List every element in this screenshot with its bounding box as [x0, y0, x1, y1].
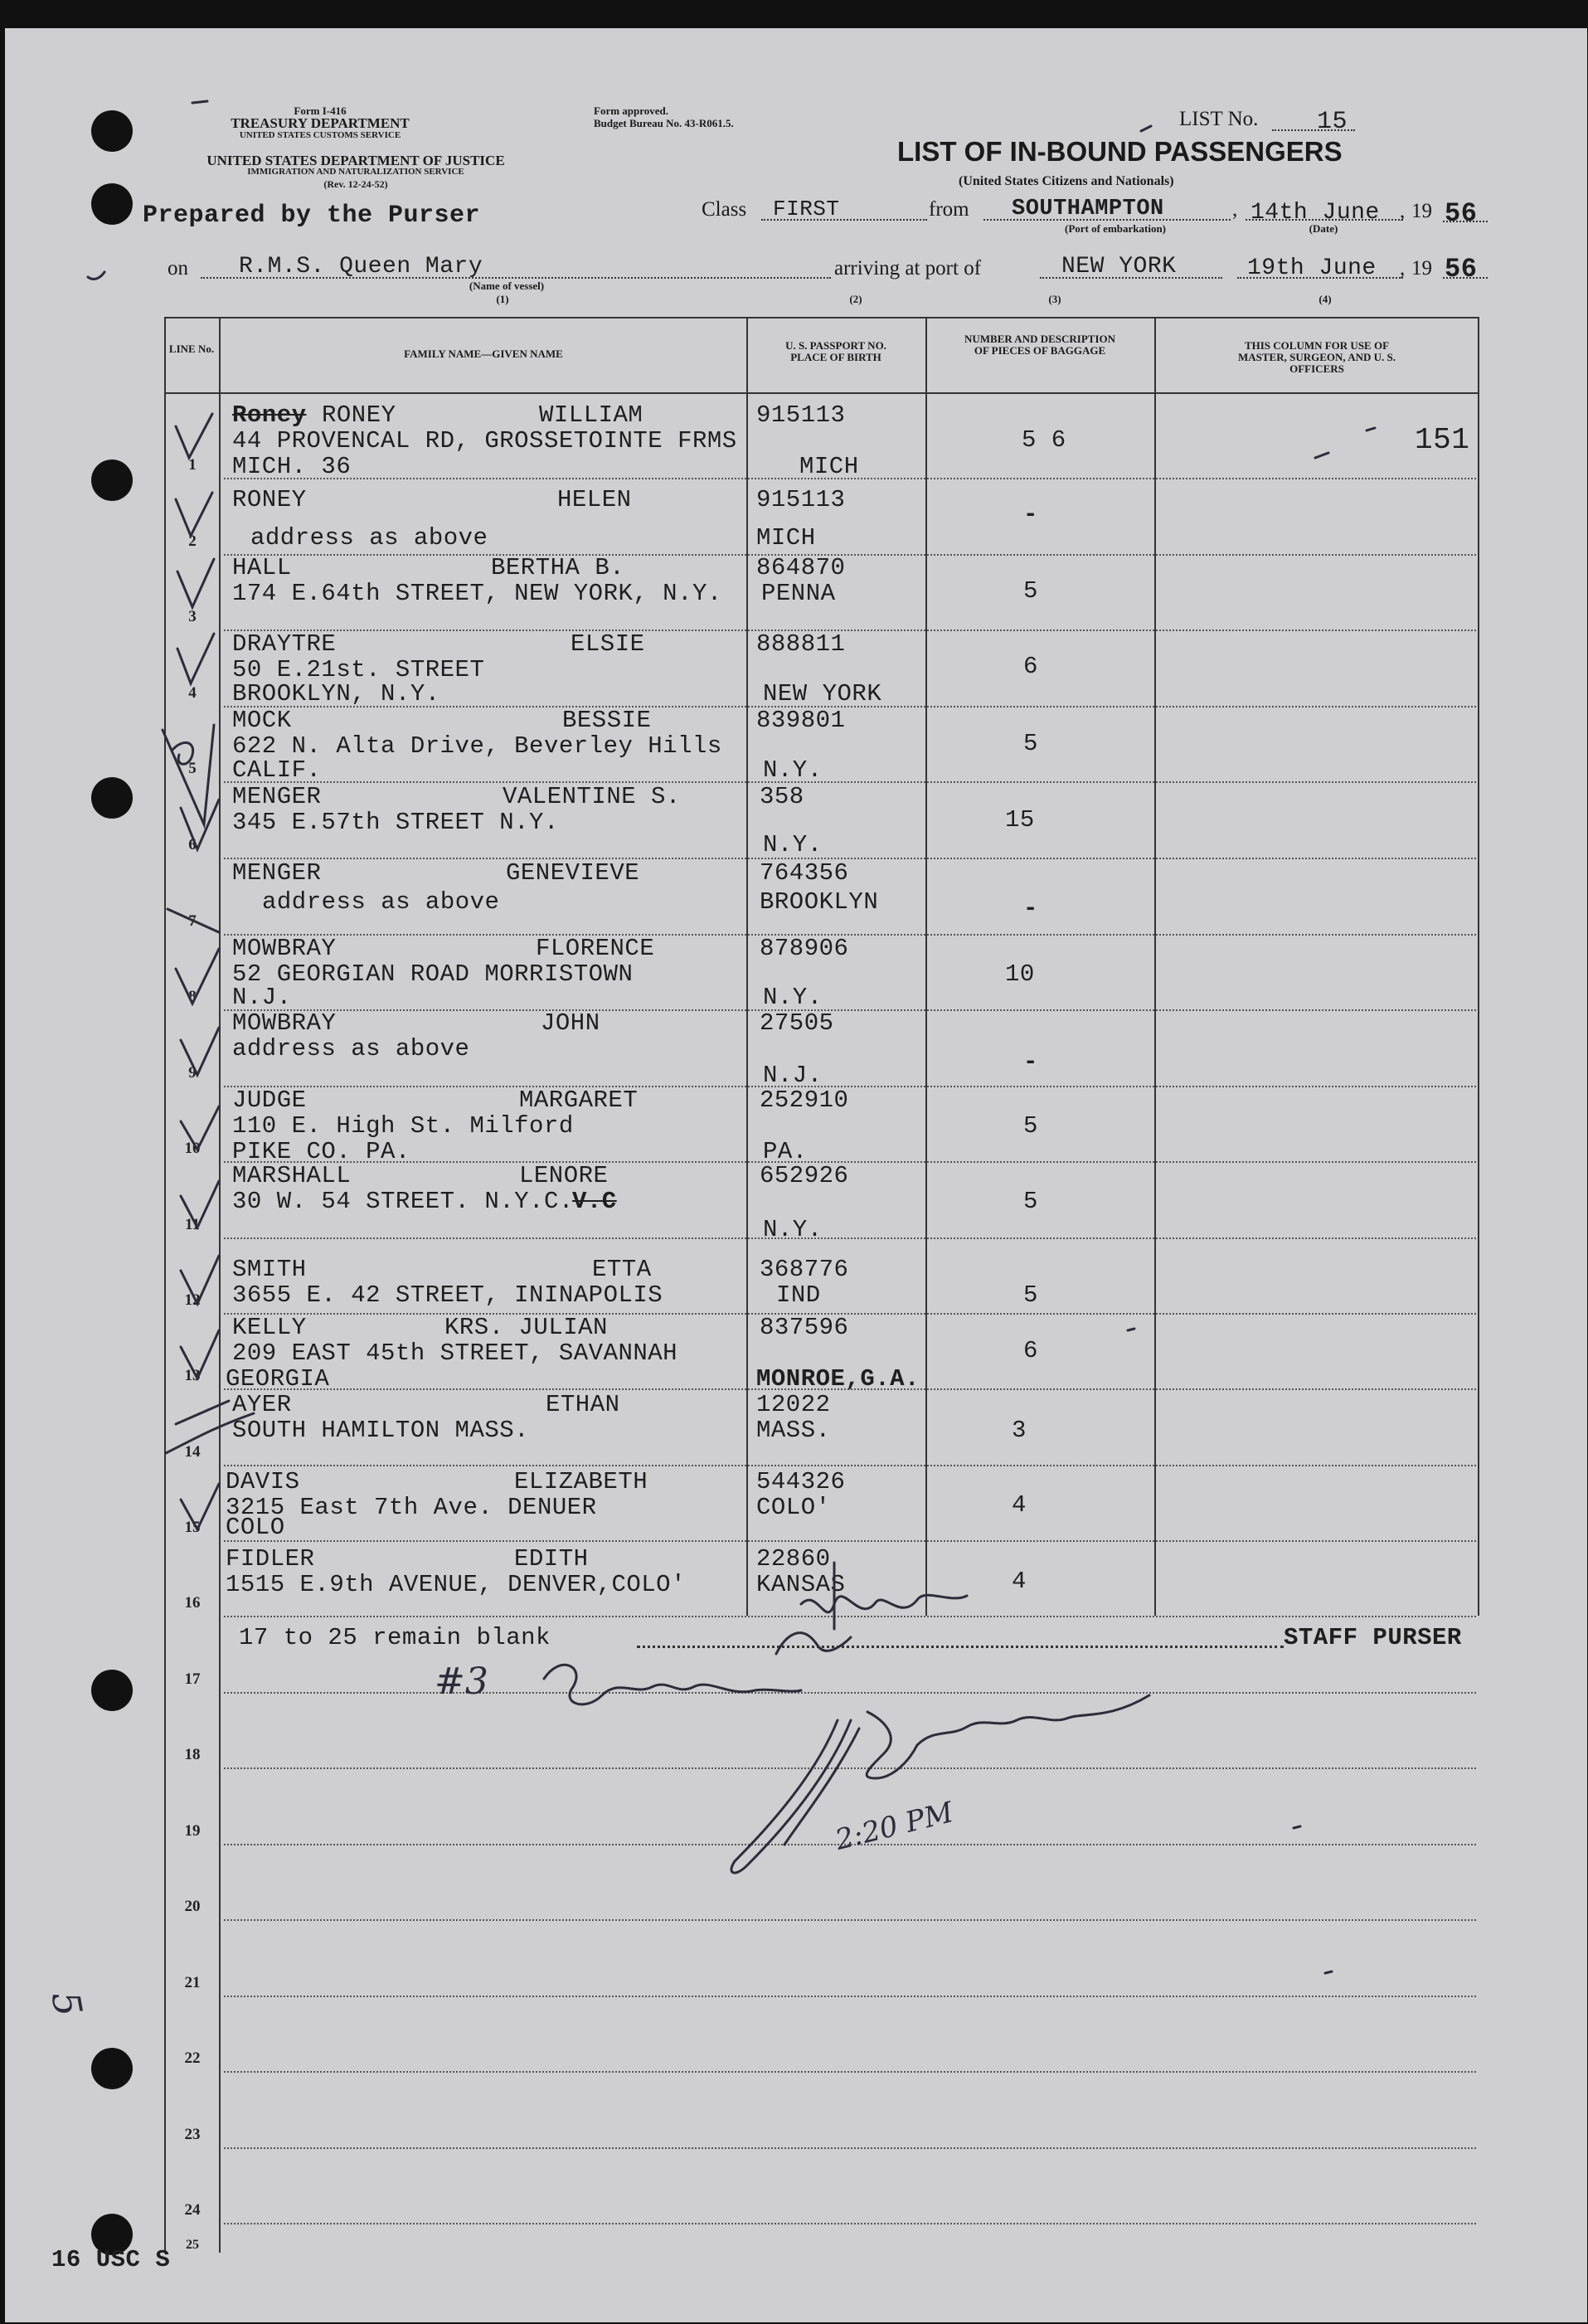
- family-name: DRAYTRE: [232, 630, 337, 658]
- col-header-baggage: NUMBER AND DESCRIPTION OF PIECES OF BAGGAGE: [964, 333, 1116, 357]
- address-line: BROOKLYN, N.Y.: [232, 680, 440, 707]
- given-name: KRS. JULIAN: [444, 1314, 608, 1341]
- address-line: PIKE CO. PA.: [232, 1138, 410, 1165]
- form-approved: Form approved.: [594, 105, 669, 117]
- handwritten-margin-mark: 5: [42, 1987, 91, 2020]
- vessel-caption: (Name of vessel): [469, 280, 545, 292]
- line-number: 6: [188, 836, 197, 853]
- family-name: HALL: [232, 554, 292, 581]
- baggage-count: 6: [1023, 653, 1038, 680]
- col-num-3: (3): [1048, 293, 1061, 305]
- line-number: 8: [188, 988, 197, 1005]
- address-line: 1515 E.9th AVENUE, DENVER,COLO': [226, 1571, 686, 1598]
- given-name: ETTA: [592, 1256, 652, 1283]
- given-name: BESSIE: [562, 707, 652, 734]
- baggage-count: 5: [1023, 730, 1038, 757]
- baggage-count: 4: [1012, 1568, 1027, 1595]
- address-line: GEORGIA: [226, 1365, 330, 1393]
- baggage-count: 5: [1023, 577, 1038, 605]
- family-name: SMITH: [232, 1256, 307, 1283]
- passport-number: 839801: [756, 707, 846, 734]
- line-number: 9: [188, 1064, 197, 1082]
- address-line: N.J.: [232, 984, 292, 1011]
- embark-date: 14th June: [1250, 200, 1380, 226]
- line-number: 25: [186, 2238, 199, 2252]
- address-line: 3655 E. 42 STREET, ININAPOLIS: [232, 1281, 663, 1309]
- passport-number: 915113: [756, 486, 846, 513]
- immigration-service: IMMIGRATION AND NATURALIZATION SERVICE: [247, 167, 464, 177]
- passport-number: 652926: [760, 1162, 849, 1189]
- passport-number: 915113: [756, 401, 846, 429]
- col-num-4: (4): [1318, 293, 1332, 305]
- form-number: Form I-416: [294, 105, 347, 117]
- baggage-count: 6: [1023, 1337, 1038, 1364]
- from-value: SOUTHAMPTON: [1012, 197, 1164, 221]
- baggage-count: 3: [1012, 1417, 1027, 1444]
- birth-place: N.Y.: [763, 984, 823, 1011]
- budget-bureau: Budget Bureau No. 43-R061.5.: [594, 117, 734, 129]
- given-name: BERTHA B.: [491, 554, 625, 581]
- col-header-officers: THIS COLUMN FOR USE OF MASTER, SURGEON, AND U. S. OFFICERS: [1238, 339, 1396, 375]
- col-header-passport: U. S. PASSPORT NO. PLACE OF BIRTH: [785, 339, 886, 363]
- family-name: JUDGE: [232, 1087, 307, 1114]
- arrival-year-prefix: 19: [1411, 257, 1432, 280]
- baggage-count: 5 6: [1022, 426, 1066, 454]
- line-number: 14: [184, 1443, 201, 1461]
- arriving-label: arriving at port of: [834, 257, 982, 280]
- baggage-count: 5: [1023, 1112, 1038, 1140]
- birth-place: MONROE,G.A.: [756, 1365, 920, 1393]
- passport-number: 358: [760, 783, 804, 810]
- baggage-count: 15: [1005, 806, 1035, 834]
- passport-number: 888811: [756, 630, 846, 658]
- line-number: 2: [188, 532, 197, 550]
- line-number: 19: [184, 1822, 201, 1840]
- birth-place: MICH: [799, 453, 859, 480]
- prepared-by: Prepared by the Purser: [143, 202, 481, 230]
- passport-number: 837596: [760, 1314, 849, 1341]
- birth-place: N.J.: [763, 1062, 823, 1089]
- passport-number: 878906: [760, 935, 849, 962]
- on-label: on: [168, 257, 188, 280]
- baggage-count: 4: [1012, 1491, 1027, 1519]
- address-line: 30 W. 54 STREET. N.Y.C.: [232, 1188, 574, 1215]
- from-label: from: [929, 198, 969, 221]
- family-name: MOWBRAY: [232, 935, 337, 962]
- customs-service: UNITED STATES CUSTOMS SERVICE: [239, 130, 401, 140]
- passport-number: 544326: [756, 1468, 846, 1495]
- given-name: ELIZABETH: [514, 1468, 648, 1495]
- family-name: MOWBRAY: [232, 1009, 337, 1037]
- birth-place: PA.: [763, 1138, 808, 1165]
- line-number: 5: [188, 760, 197, 777]
- birth-place: IND: [776, 1281, 821, 1309]
- address-line: address as above: [232, 1035, 470, 1062]
- address-line: 110 E. High St. Milford: [232, 1112, 574, 1140]
- baggage-count: 5: [1023, 1188, 1038, 1215]
- list-no-value: 15: [1317, 108, 1348, 136]
- birth-place: PENNA: [761, 580, 836, 607]
- birth-place: MASS.: [756, 1417, 831, 1444]
- arrival-date: 19th June: [1247, 255, 1377, 281]
- page-title: LIST OF IN-BOUND PASSENGERS: [897, 136, 1343, 167]
- handwritten-time-note: 2:20 PM: [832, 1796, 957, 1857]
- treasury-department: TREASURY DEPARTMENT: [231, 115, 410, 131]
- date-caption: (Date): [1309, 222, 1338, 235]
- line-number: 21: [184, 1974, 201, 1991]
- address-line: 209 EAST 45th STREET, SAVANNAH: [232, 1339, 678, 1367]
- form-revision: (Rev. 12-24-52): [323, 178, 388, 190]
- col-header-name: FAMILY NAME—GIVEN NAME: [404, 348, 563, 360]
- line-number: 4: [188, 684, 197, 702]
- given-name: WILLIAM: [539, 401, 643, 429]
- line-number: 1: [188, 456, 197, 474]
- address-line: address as above: [262, 888, 500, 916]
- given-name: MARGARET: [519, 1087, 639, 1114]
- passenger-list-form: Form I-416 TREASURY DEPARTMENT UNITED STATES CUSTOMS SERVICE UNITED STATES DEPARTMENT OF JUSTICE IMMIGRATION AND NATURALIZATION SERVICE (Rev. 12-24-52) Form approved. Budget Bureau No. 43-R061.5. LIST No. 15 LIST OF IN-BOUND PASSENGERS (United States Citizens and Nationals) Prepared by the Purser Class FIRST from SOUTHAMPTON (Port of embarkation) , 14th June (Date) , 19 56 on R.M.S. Queen Mary (Name of vessel) arriving at port of NEW YORK 19th June , 19 56 (1) (2) (3) (4) LINE No. FAMILY NAME—GIVEN NAME U. S. PASSPORT NO. PLACE OF BIRTH NUMBER AND DESCRIPTION OF PIECES OF BAGGAGE THIS COLUMN FOR USE OF MASTER, SURGEON, AND U. S. OFFICERS 1 2 3 4 5 6 7 8 9 10 11 12 13 14 15 16 17 18 19 20 21 22 23 24 25 Roney RONEY WILLIAM 44 PROVENCAL RD, GROSSETOINTE FRMS MICH. 36 915113 MICH 5 6 151 RONEY HELEN address as above 915113 MICH - HALL BERTHA B. 174 E.64th STREET, NEW YORK, N.Y. 864870 PENNA 5 DRAYTRE ELSIE 50 E.21st. STREET BROOKLYN, N.Y. 888811 NEW YORK 6 MOCK BESSIE 622 N. Alta Drive, Beverley Hills CALIF. 839801 N.Y. 5 MENGER VALENTINE S. 345 E.57th STREET N.Y. 358 N.Y. 15 MENGER GENEVIEVE address as above 764356 BROOKLYN - MOWBRAY FLORENCE 52 GEORGIAN ROAD MORRISTOWN N.J. 878906 N.Y. 10 MOWBRAY JOHN address as above 27505 N.J. - JUDGE MARGARET 110 E. High St. Milford PIKE CO. PA. 252910 PA. 5 MARSHALL LENORE 30 W. 54 STREET. N.Y.C. V.C 652926 N.Y. 5 SMITH ETTA 3655 E. 42 STREET, ININAPOLIS 368776 IND 5 KELLY KRS. JULIAN 209 EAST 45th STREET, SAVANNAH GEORGIA 837596 MONROE,G.A. 6 AYER ETHAN SOUTH HAMILTON MASS. 12022 MASS. 3 DAVIS ELIZABETH 3215 East 7th Ave. DENUER COLO 544326 COLO' 4 FIDLER EDITH 1515 E.9th AVENUE, DENVER,COLO' 22860 KANSAS 4 17 to 25 remain blank STAFF PURSER 16 USC S #3 2:20 PM 5: [5, 28, 1587, 2322]
- given-name: JOHN: [541, 1009, 600, 1037]
- line-number: 13: [184, 1367, 201, 1384]
- given-name: LENORE: [519, 1162, 609, 1189]
- line-number: 11: [185, 1216, 200, 1233]
- footer-code: 16 USC S: [51, 2246, 171, 2273]
- family-name: RONEY: [322, 401, 396, 429]
- line-number: 15: [184, 1519, 201, 1536]
- given-name: VALENTINE S.: [503, 783, 681, 810]
- given-name: FLORENCE: [536, 935, 655, 962]
- address-line: COLO: [226, 1514, 285, 1541]
- passport-number: 764356: [760, 859, 849, 887]
- family-name: MARSHALL: [232, 1162, 352, 1189]
- birth-place: N.Y.: [763, 831, 823, 858]
- baggage-count: -: [1023, 1048, 1038, 1076]
- family-name: AYER: [232, 1391, 292, 1418]
- line-number: 17: [184, 1670, 201, 1688]
- given-name: ELSIE: [571, 630, 645, 658]
- address-line: 3215 East 7th Ave. DENUER: [226, 1494, 597, 1521]
- baggage-count: 5: [1023, 1281, 1038, 1309]
- given-name: EDITH: [514, 1545, 589, 1573]
- birth-place: N.Y.: [763, 1216, 823, 1243]
- arrival-port: NEW YORK: [1061, 254, 1177, 280]
- col-num-2: (2): [849, 293, 862, 305]
- address-line: CALIF.: [232, 756, 322, 784]
- port-caption: (Port of embarkation): [1064, 222, 1167, 235]
- list-no-label: LIST No.: [1179, 108, 1259, 130]
- birth-place: COLO': [756, 1494, 831, 1521]
- staff-purser: STAFF PURSER: [1284, 1624, 1462, 1651]
- line-number: 23: [184, 2126, 201, 2143]
- embark-year: 56: [1445, 198, 1478, 229]
- line-number: 3: [188, 608, 197, 625]
- class-label: Class: [702, 198, 747, 221]
- embark-year-prefix: 19: [1411, 200, 1432, 222]
- passport-number: 368776: [760, 1256, 849, 1283]
- birth-place: KANSAS: [756, 1571, 846, 1598]
- address-line: 622 N. Alta Drive, Beverley Hills: [232, 732, 722, 760]
- blank-note: 17 to 25 remain blank: [239, 1624, 551, 1651]
- family-name: MOCK: [232, 707, 292, 734]
- baggage-count: 10: [1005, 960, 1035, 988]
- baggage-count: -: [1023, 895, 1038, 922]
- passport-number: 22860: [756, 1545, 831, 1573]
- given-name: HELEN: [557, 486, 632, 513]
- arrival-year: 56: [1445, 254, 1478, 284]
- col-header-line-no: LINE No.: [168, 343, 215, 355]
- family-name: KELLY: [232, 1314, 307, 1341]
- line-number: 18: [184, 1746, 201, 1763]
- line-number: 12: [184, 1291, 201, 1309]
- address-line: 50 E.21st. STREET: [232, 656, 485, 683]
- given-name: GENEVIEVE: [506, 859, 640, 887]
- baggage-count: -: [1023, 501, 1038, 528]
- family-name: MENGER: [232, 859, 322, 887]
- passport-number: 12022: [756, 1391, 831, 1418]
- passport-number: 864870: [756, 554, 846, 581]
- line-number: 20: [184, 1898, 201, 1915]
- handwritten-marks: [5, 28, 1587, 2322]
- passport-number: 27505: [760, 1009, 834, 1037]
- family-name: DAVIS: [226, 1468, 300, 1495]
- line-number: 24: [184, 2201, 201, 2219]
- address-line: 345 E.57th STREET N.Y.: [232, 809, 559, 836]
- given-name: ETHAN: [546, 1391, 620, 1418]
- page-subtitle: (United States Citizens and Nationals): [959, 174, 1174, 188]
- birth-place: MICH: [756, 524, 816, 552]
- family-name: FIDLER: [226, 1545, 315, 1573]
- line-number: 22: [184, 2049, 201, 2067]
- vessel-name: R.M.S. Queen Mary: [239, 254, 483, 280]
- address-line: 44 PROVENCAL RD, GROSSETOINTE FRMS: [232, 427, 737, 455]
- line-number: 7: [188, 912, 197, 930]
- family-name: MENGER: [232, 783, 322, 810]
- justice-department: UNITED STATES DEPARTMENT OF JUSTICE: [206, 153, 505, 168]
- birth-place: BROOKLYN: [760, 888, 879, 916]
- address-line: 52 GEORGIAN ROAD MORRISTOWN: [232, 960, 634, 988]
- address-line: MICH. 36: [232, 453, 352, 480]
- address-line: address as above: [250, 524, 488, 552]
- handwritten-hash-note: #3: [435, 1660, 488, 1703]
- address-line: 174 E.64th STREET, NEW YORK, N.Y.: [232, 580, 722, 607]
- family-name: RONEY: [232, 486, 307, 513]
- check-mark: [163, 725, 214, 824]
- line-number: 16: [184, 1594, 201, 1612]
- col-num-1: (1): [496, 293, 509, 305]
- birth-place: N.Y.: [763, 756, 823, 784]
- address-line: SOUTH HAMILTON MASS.: [232, 1417, 530, 1444]
- birth-place: NEW YORK: [763, 680, 882, 707]
- struck-text: Roney: [232, 401, 307, 429]
- passport-number: 252910: [760, 1087, 849, 1114]
- class-value: FIRST: [773, 197, 840, 221]
- officer-number: 151: [1415, 423, 1470, 457]
- line-number: 10: [184, 1140, 201, 1157]
